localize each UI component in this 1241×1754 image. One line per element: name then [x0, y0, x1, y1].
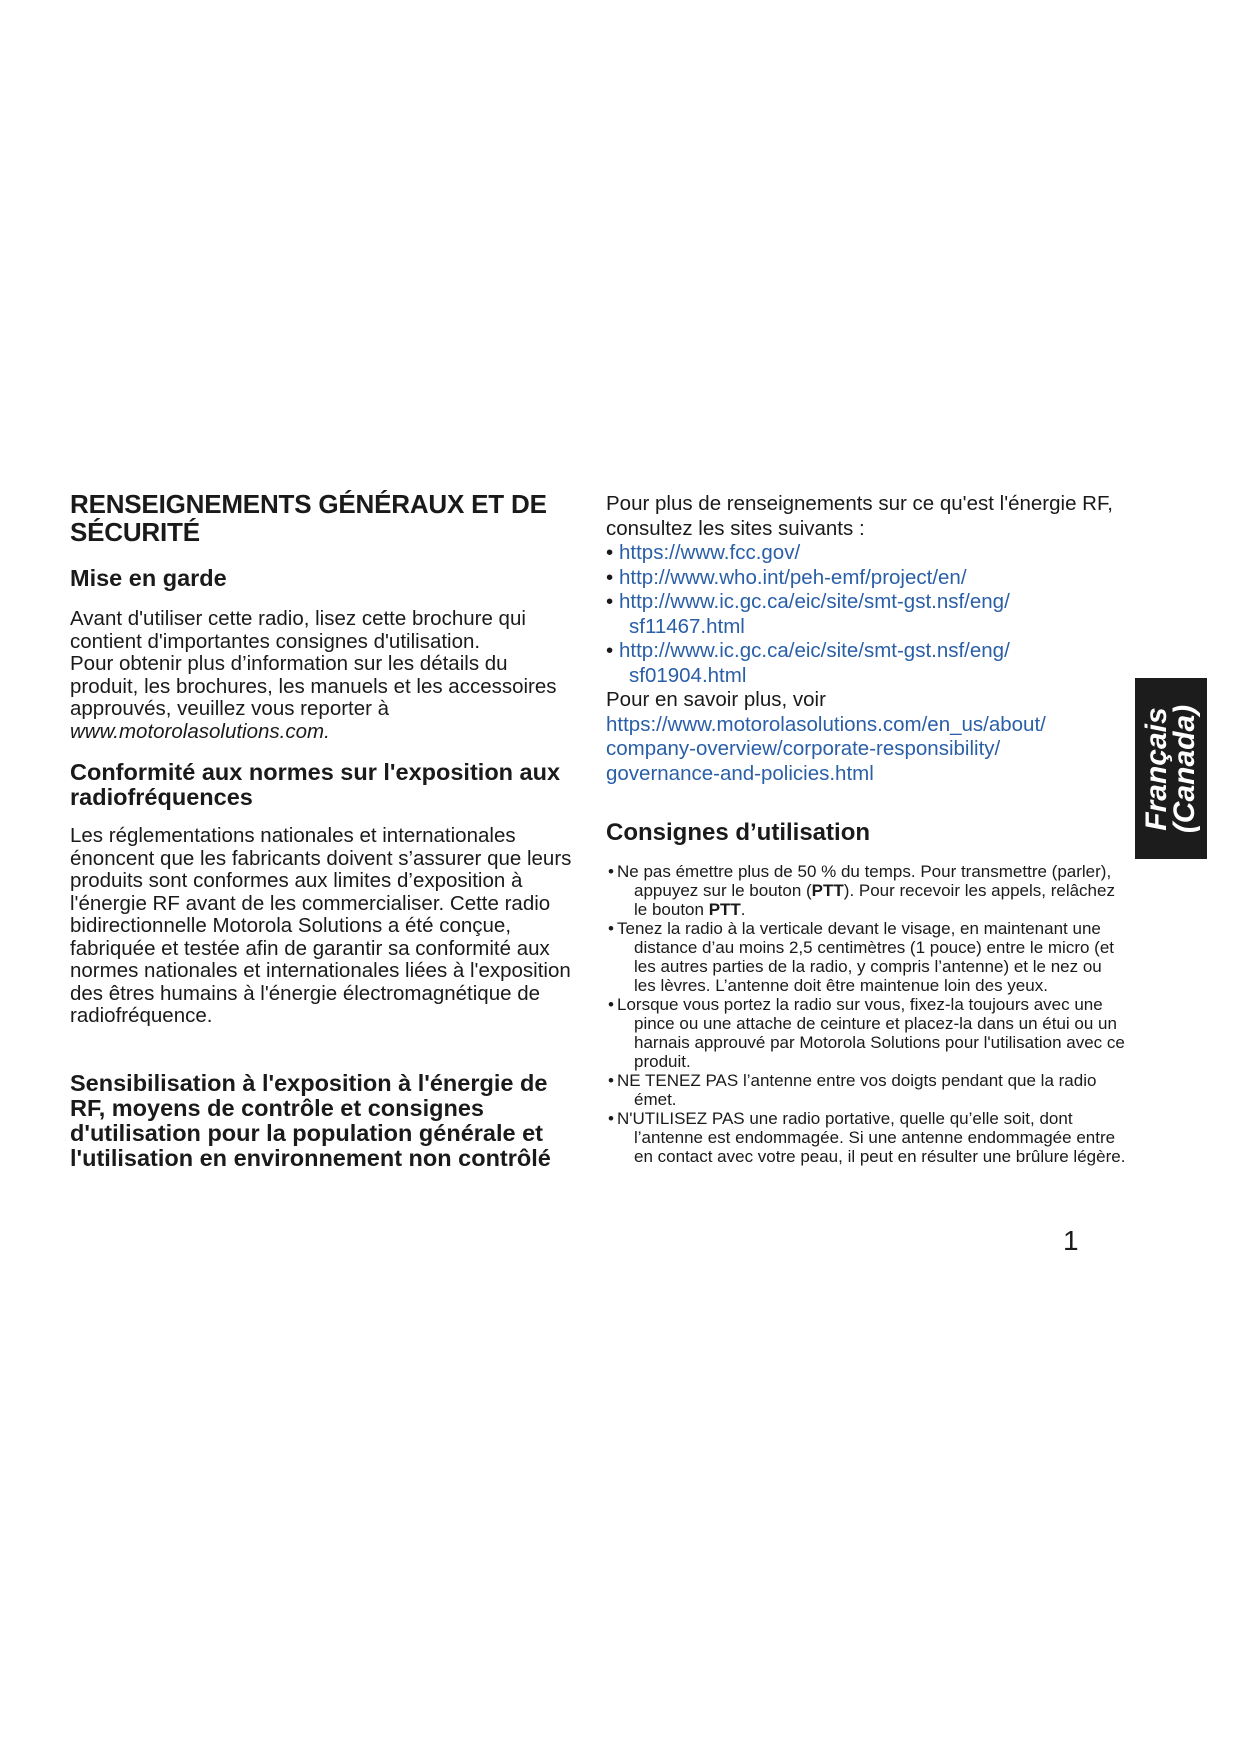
rule-4-text: NE TENEZ PAS l’antenne entre vos doigts pendant que la radio émet. [617, 1071, 1097, 1109]
link-ic-2[interactable]: http://www.ic.gc.ca/eic/site/smt-gst.nsf/eng/ [619, 639, 1010, 662]
left-column [70, 490, 575, 1171]
link-fcc[interactable]: https://www.fcc.gov/ [619, 541, 801, 564]
list-item [606, 919, 1126, 995]
language-tab-label [1140, 704, 1202, 833]
more-info-label: Pour en savoir plus, voir [606, 688, 826, 711]
language-tab-line-2: (Canada) [1168, 704, 1202, 833]
language-tab [1135, 678, 1207, 859]
right-column [606, 492, 1126, 1166]
list-item [606, 995, 1126, 1071]
list-item [606, 862, 1126, 919]
rule-1-text-b: ). Pour recevoir les appels, relâchez le bouton [634, 881, 1115, 919]
link-who[interactable]: http://www.who.int/peh-emf/project/en/ [619, 565, 967, 589]
rf-links-list [606, 541, 1126, 688]
list-item [606, 566, 1126, 591]
more-info-link[interactable] [606, 713, 1126, 787]
section-heading-conformite: Conformité aux normes sur l'exposition aux radiofréquences [70, 759, 561, 810]
mise-paragraph-2 [70, 653, 575, 743]
rule-2-text: Tenez la radio à la verticale devant le visage, en maintenant une distance d’au moins 2,5 centimètres (1 pouce) entre le micro (et les autres parties de la radio, y compris l’antenne) et le nez ou les lèvres. L’antenne doit être maintenue loin des yeux. [617, 919, 1115, 995]
conformite-paragraph: Les réglementations nationales et internationales énoncent que les fabricants doivent s’assurer que leurs produits sont conformes aux limites d’exposition à l'énergie RF avant de les commercialiser. Cette radio bidirectionnelle Motorola Solutions a été conçue, fabriquée et testée afin de garantir sa conformité aux normes nationales et internationales liées à l'exposition des êtres humains à l'énergie électromagnétique de radiofréquence. [70, 824, 572, 1027]
rf-intro-text: Pour plus de renseignements sur ce qu'est l'énergie RF, consultez les sites suivants : [606, 492, 1113, 540]
page-title: RENSEIGNEMENTS GÉNÉRAUX ET DE SÉCURITÉ [70, 489, 547, 547]
rule-5-text: N'UTILISEZ PAS une radio portative, quelle qu’elle soit, dont l’antenne est endommagée. Si une antenne endommagée entre en contact avec votre peau, il peut en résulter une brûlure légère. [617, 1109, 1126, 1166]
usage-rules-list [606, 862, 1126, 1166]
ptt-keyword: PTT [708, 900, 741, 919]
mise-paragraph-1: Avant d'utiliser cette radio, lisez cette brochure qui contient d'importantes consignes d'utilisation. [70, 607, 526, 653]
ptt-keyword: PTT [811, 881, 844, 900]
language-tab-line-1: Français [1140, 706, 1174, 831]
more-info-link-line-1[interactable]: https://www.motorolasolutions.com/en_us/about/ [606, 712, 1046, 736]
list-item [606, 590, 1126, 639]
list-item [606, 541, 1126, 566]
section-heading-consignes: Consignes d’utilisation [606, 819, 871, 846]
link-ic-1-continued[interactable]: sf11467.html [629, 614, 745, 638]
list-item [606, 1109, 1126, 1166]
more-info-link-line-2[interactable]: company-overview/corporate-responsibility/ [606, 737, 1001, 760]
link-ic-1[interactable]: http://www.ic.gc.ca/eic/site/smt-gst.nsf/eng/ [619, 590, 1010, 613]
link-ic-2-continued[interactable]: sf01904.html [629, 663, 747, 687]
list-item [606, 639, 1126, 688]
rule-1-text-c: . [740, 900, 746, 919]
section-heading-sensibilisation: Sensibilisation à l'exposition à l'énergie de RF, moyens de contrôle et consignes d'utilisation pour la population générale et l'utilisation en environnement non contrôlé [70, 1069, 551, 1171]
more-info-link-line-3[interactable]: governance-and-policies.html [606, 761, 874, 785]
rule-1-text-a: Ne pas émettre plus de 50 % du temps. Pour transmettre (parler), appuyez sur le bouton ( [617, 862, 1112, 900]
list-item [606, 1071, 1126, 1109]
section-heading-mise-en-garde: Mise en garde [70, 565, 227, 591]
page-number: 1 [1063, 1225, 1079, 1256]
motorola-url[interactable]: www.motorolasolutions.com. [70, 719, 330, 743]
rule-3-text: Lorsque vous portez la radio sur vous, fixez-la toujours avec une pince ou une attache de ceinture et placez-la dans un étui ou un harnais approuvé par Motorola Solutions pour l'utilisation avec ce produit. [617, 995, 1125, 1071]
mise-paragraph-2-text: Pour obtenir plus d’information sur les détails du produit, les brochures, les manuels et les accessoires approuvés, veuillez vous reporter à [70, 652, 557, 720]
